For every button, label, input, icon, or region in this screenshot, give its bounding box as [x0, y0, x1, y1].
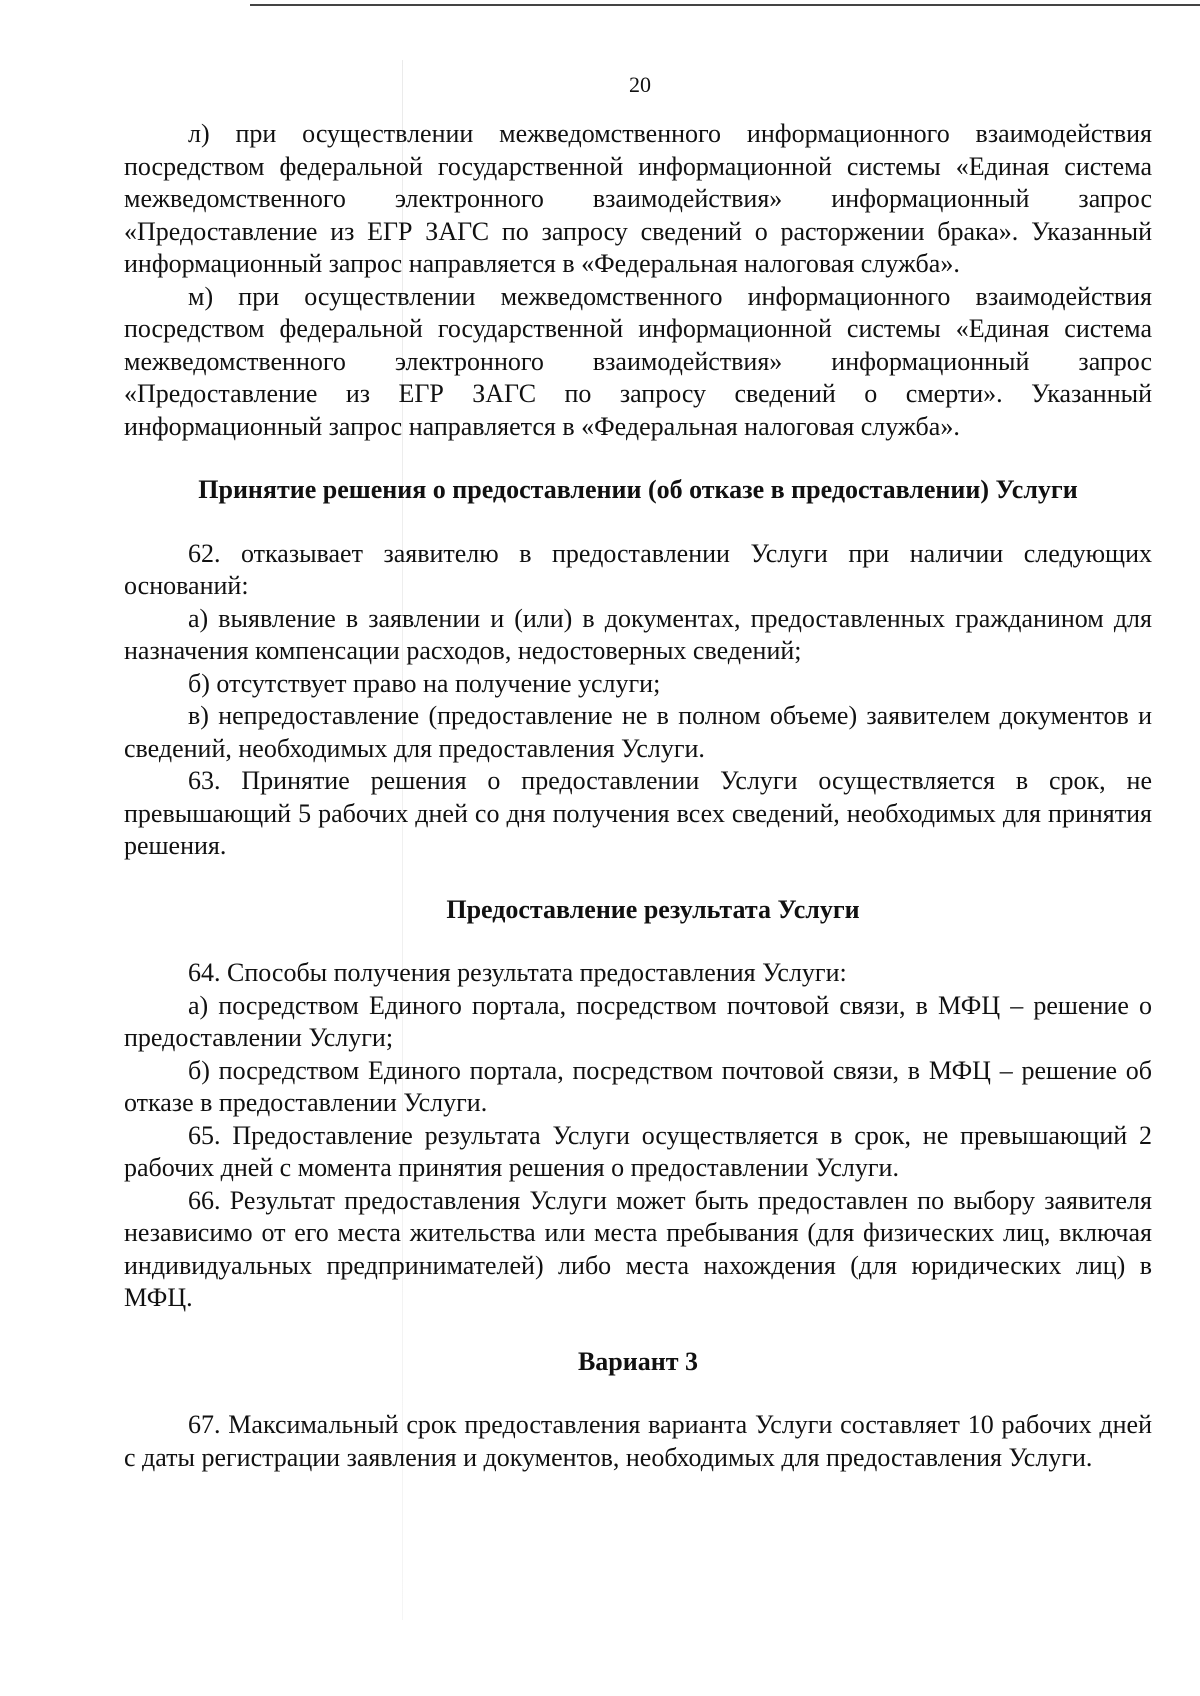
paragraph-64-a: а) посредством Единого портала, посредством почтовой связи, в МФЦ – решение о предоставлении Услуги;	[124, 990, 1152, 1052]
paragraph-62-a: а) выявление в заявлении и (или) в документах, предоставленных гражданином для назначения компенсации расходов, недостоверных сведений;	[124, 603, 1152, 665]
paragraph-62-b: б) отсутствует право на получение услуги;	[188, 668, 661, 698]
paragraph-62-v: в) непредоставление (предоставление не в полном объеме) заявителем документов и сведений, необходимых для предоставления Услуги.	[124, 701, 1152, 763]
paragraph-l: л) при осуществлении межведомственного информационного взаимодействия посредством федеральной государственной информационной системы «Единая система межведомственного электронного взаимодействия» информационный запрос «Предоставление из ЕГР ЗАГС по запросу сведений о расторжении брака». Указанный информационный запрос направляется в «Федеральная налоговая служба».	[124, 119, 1152, 278]
document-body	[124, 118, 1152, 1474]
page-number: 20	[629, 72, 651, 97]
paragraph-62: 62. отказывает заявителю в предоставлении Услуги при наличии следующих оснований:	[124, 538, 1152, 600]
paragraph-64-b: б) посредством Единого портала, посредством почтовой связи, в МФЦ – решение об отказе в предоставлении Услуги.	[124, 1055, 1152, 1117]
paragraph-67: 67. Максимальный срок предоставления варианта Услуги составляет 10 рабочих дней с даты регистрации заявления и документов, необходимых для предоставления Услуги.	[124, 1410, 1152, 1472]
paragraph-66: 66. Результат предоставления Услуги может быть предоставлен по выбору заявителя независимо от его места жительства или места пребывания (для физических лиц, включая индивидуальных предпринимателей) либо места нахождения (для юридических лиц) в МФЦ.	[124, 1185, 1152, 1312]
section-heading-variant-3: Вариант 3	[577, 1346, 699, 1376]
paragraph-63: 63. Принятие решения о предоставлении Услуги осуществляется в срок, не превышающий 5 рабочих дней со дня получения всех сведений, необходимых для принятия решения.	[124, 766, 1152, 860]
section-heading-decision: Принятие решения о предоставлении (об отказе в предоставлении) Услуги	[198, 475, 1078, 504]
paragraph-65: 65. Предоставление результата Услуги осуществляется в срок, не превышающий 2 рабочих дней с момента принятия решения о предоставлении Услуги.	[124, 1120, 1152, 1182]
paragraph-m: м) при осуществлении межведомственного информационного взаимодействия посредством федеральной государственной информационной системы «Единая система межведомственного электронного взаимодействия» информационный запрос «Предоставление из ЕГР ЗАГС по запросу сведений о смерти». Указанный информационный запрос направляется в «Федеральная налоговая служба».	[124, 281, 1152, 441]
section-heading-result: Предоставление результата Услуги	[446, 894, 860, 924]
scan-top-rule	[250, 4, 1200, 6]
paragraph-64: 64. Способы получения результата предоставления Услуги:	[188, 958, 847, 987]
